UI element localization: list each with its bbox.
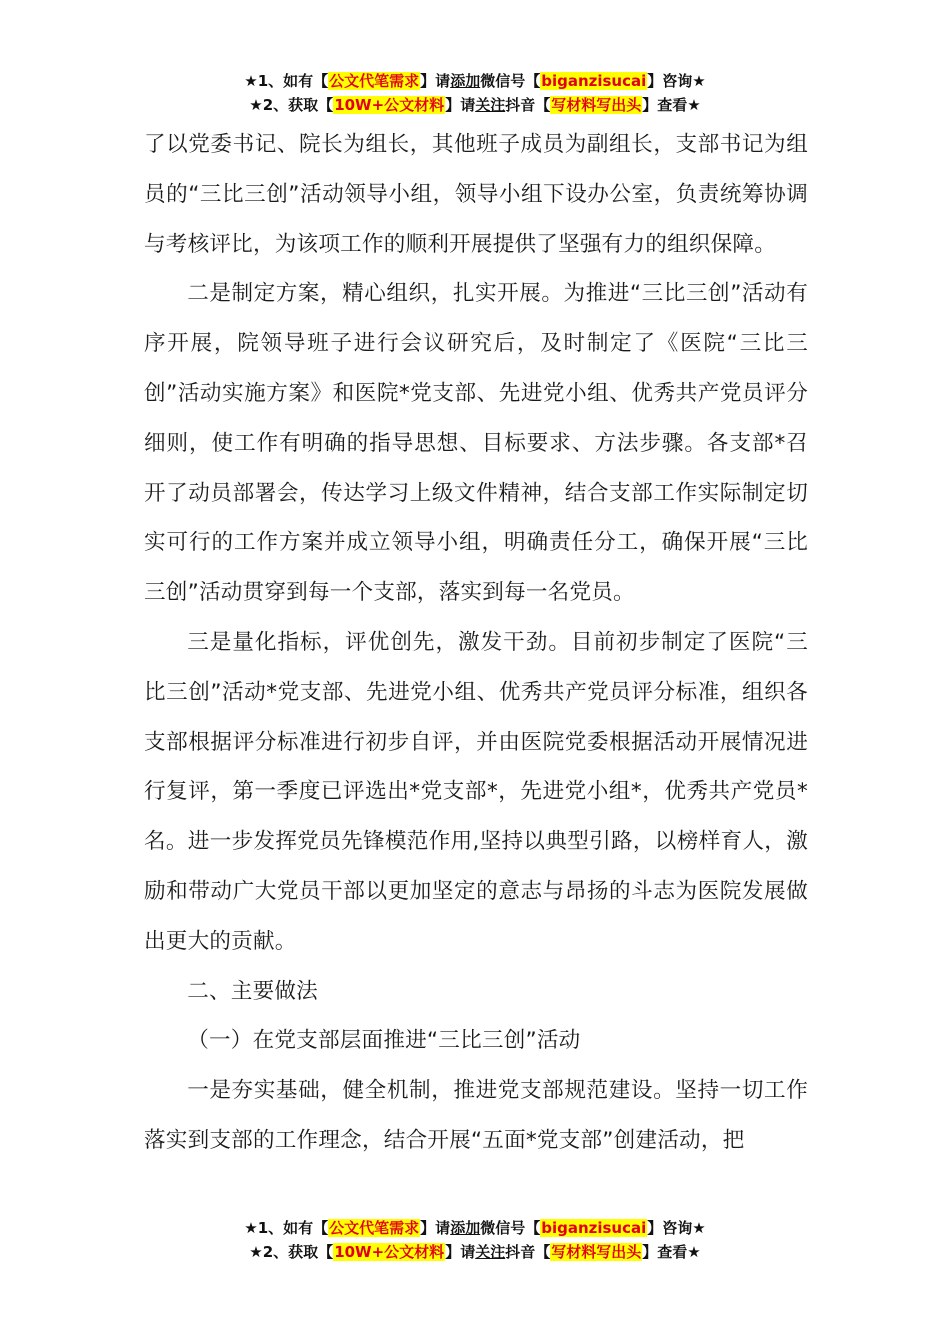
- paragraph: 二是制定方案，精心组织，扎实开展。为推进“三比三创”活动有序开展，院领导班子进行会议研究后，及时制定了《医院“三比三创”活动实施方案》和医院*党支部、先进党小组、优秀共产党员评分细则，使工作有明确的指导思想、目标要求、方法步骤。各支部*召开了动员部署会，传达学习上级文件精神，结合支部工作实际制定切实可行的工作方案并成立领导小组，明确责任分工，确保开展“三比三创”活动贯穿到每一个支部，落实到每一名党员。: [144, 281, 808, 606]
- banner-text: ★1、如有【: [244, 72, 329, 90]
- banner-line-1: [0, 1216, 950, 1240]
- banner-underline: 关注: [475, 96, 506, 114]
- banner-text: 】咨询★: [647, 72, 706, 90]
- banner-text: ★2、获取【: [249, 1243, 334, 1261]
- paragraph: 了以党委书记、院长为组长，其他班子成员为副组长，支部书记为组员的“三比三创”活动领导小组，领导小组下设办公室，负责统筹协调与考核评比，为该项工作的顺利开展提供了坚强有力的组织保障。: [144, 132, 808, 257]
- banner-line-1: [0, 69, 950, 93]
- paragraph: 一是夯实基础，健全机制，推进党支部规范建设。坚持一切工作落实到支部的工作理念，结合开展“五面*党支部”创建活动，把: [144, 1078, 808, 1153]
- subsection-heading: （一）在党支部层面推进“三比三创”活动: [187, 1028, 581, 1054]
- banner-line-2: [0, 93, 950, 117]
- banner-text: 微信号【: [480, 72, 541, 90]
- banner-underline: 添加: [450, 1219, 481, 1237]
- banner-text: 】请: [445, 96, 476, 114]
- header-banner: [0, 69, 950, 117]
- banner-highlight: 10W+公文材料: [334, 96, 445, 114]
- banner-underline: 关注: [475, 1243, 506, 1261]
- banner-highlight: biganzisucai: [541, 72, 647, 90]
- banner-text: 抖音【: [505, 96, 551, 114]
- banner-text: 】请: [445, 1243, 476, 1261]
- banner-text: 】查看★: [642, 96, 701, 114]
- banner-highlight: 写材料写出头: [551, 1243, 642, 1261]
- banner-text: ★1、如有【: [244, 1219, 329, 1237]
- banner-line-2: [0, 1240, 950, 1264]
- banner-highlight: 公文代笔需求: [329, 1219, 420, 1237]
- banner-text: 】查看★: [642, 1243, 701, 1261]
- footer-banner: [0, 1216, 950, 1264]
- banner-text: ★2、获取【: [249, 96, 334, 114]
- banner-text: 抖音【: [505, 1243, 551, 1261]
- section-heading: 二、主要做法: [187, 978, 318, 1004]
- banner-text: 】请: [420, 72, 451, 90]
- banner-highlight: 10W+公文材料: [334, 1243, 445, 1261]
- banner-text: 】咨询★: [647, 1219, 706, 1237]
- banner-text: 微信号【: [480, 1219, 541, 1237]
- paragraph: 三是量化指标，评优创先，激发干劲。目前初步制定了医院“三比三创”活动*党支部、先进党小组、优秀共产党员评分标准，组织各支部根据评分标准进行初步自评，并由医院党委根据活动开展情况进行复评，第一季度已评选出*党支部*，先进党小组*，优秀共产党员*名。进一步发挥党员先锋模范作用,坚持以典型引路，以榜样育人，激励和带动广大党员干部以更加坚定的意志与昂扬的斗志为医院发展做出更大的贡献。: [144, 629, 808, 954]
- banner-highlight: 公文代笔需求: [329, 72, 420, 90]
- banner-highlight: biganzisucai: [541, 1219, 647, 1237]
- banner-highlight: 写材料写出头: [551, 96, 642, 114]
- banner-underline: 添加: [450, 72, 481, 90]
- document-body: [144, 120, 808, 1166]
- banner-text: 】请: [420, 1219, 451, 1237]
